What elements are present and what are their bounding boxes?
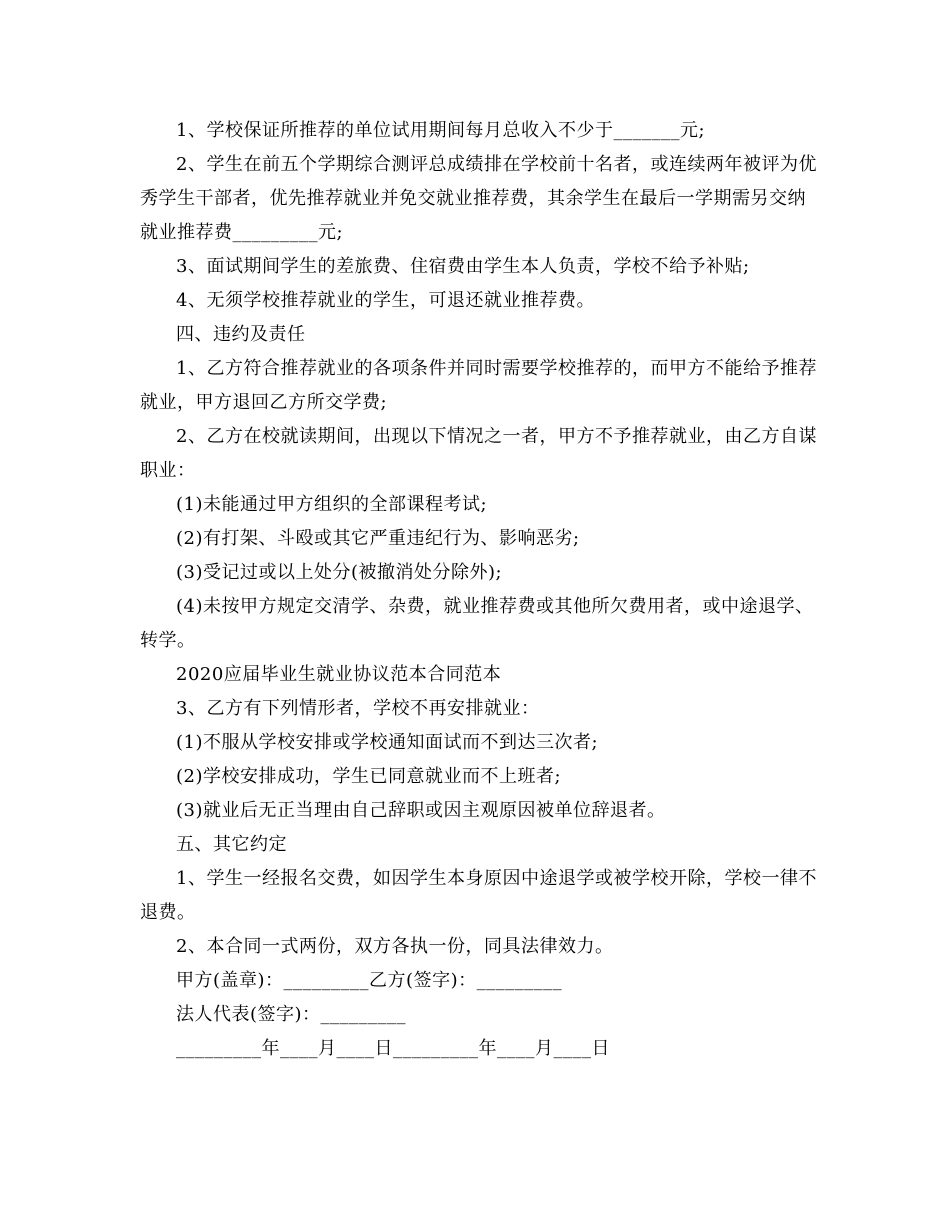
paragraph-13: (2)学校安排成功，学生已同意就业而不上班者; [176, 766, 562, 787]
paragraph-6: 2、乙方在校就读期间，出现以下情况之一者，甲方不予推荐就业，由乙方自谋职业： [140, 426, 817, 481]
signature-line-legal-rep: 法人代表(签字)：_________ [176, 1004, 407, 1025]
paragraph-4: 4、无须学校推荐就业的学生，可退还就业推荐费。 [176, 290, 595, 311]
paragraph-3: 3、面试期间学生的差旅费、住宿费由学生本人负责，学校不给予补贴; [176, 256, 750, 277]
paragraph-8: (2)有打架、斗殴或其它严重违纪行为、影响恶劣; [176, 528, 580, 549]
paragraph-2: 2、学生在前五个学期综合测评总成绩排在学校前十名者，或连续两年被评为优秀学生干部者，优先推荐就业并免交就业推荐费，其余学生在最后一学期需另交纳就业推荐费_________元; [140, 154, 817, 243]
paragraph-7: (1)未能通过甲方组织的全部课程考试; [176, 494, 488, 515]
signature-line-parties: 甲方(盖章)：_________乙方(签字)：_________ [176, 970, 563, 991]
paragraph-1: 1、学校保证所推荐的单位试用期间每月总收入不少于_______元; [176, 120, 706, 141]
document-title-line: 2020应届毕业生就业协议范本合同范本 [176, 664, 502, 685]
paragraph-16: 2、本合同一式两份，双方各执一份，同具法律效力。 [176, 936, 614, 957]
section-heading-breach: 四、违约及责任 [176, 324, 306, 345]
paragraph-14: (3)就业后无正当理由自己辞职或因主观原因被单位辞退者。 [176, 800, 666, 821]
document-body [140, 114, 820, 1066]
paragraph-5: 1、乙方符合推荐就业的各项条件并同时需要学校推荐的，而甲方不能给予推荐就业，甲方退回乙方所交学费; [140, 358, 817, 413]
signature-line-dates: _________年____月____日_________年____月____日 [176, 1038, 610, 1059]
paragraph-9: (3)受记过或以上处分(被撤消处分除外); [176, 562, 503, 583]
paragraph-15: 1、学生一经报名交费，如因学生本身原因中途退学或被学校开除，学校一律不退费。 [140, 868, 817, 923]
paragraph-10: (4)未按甲方规定交清学、杂费，就业推荐费或其他所欠费用者，或中途退学、转学。 [140, 596, 814, 651]
paragraph-11: 3、乙方有下列情形者，学校不再安排就业： [176, 698, 540, 719]
section-heading-other: 五、其它约定 [176, 834, 287, 855]
paragraph-12: (1)不服从学校安排或学校通知面试而不到达三次者; [176, 732, 599, 753]
